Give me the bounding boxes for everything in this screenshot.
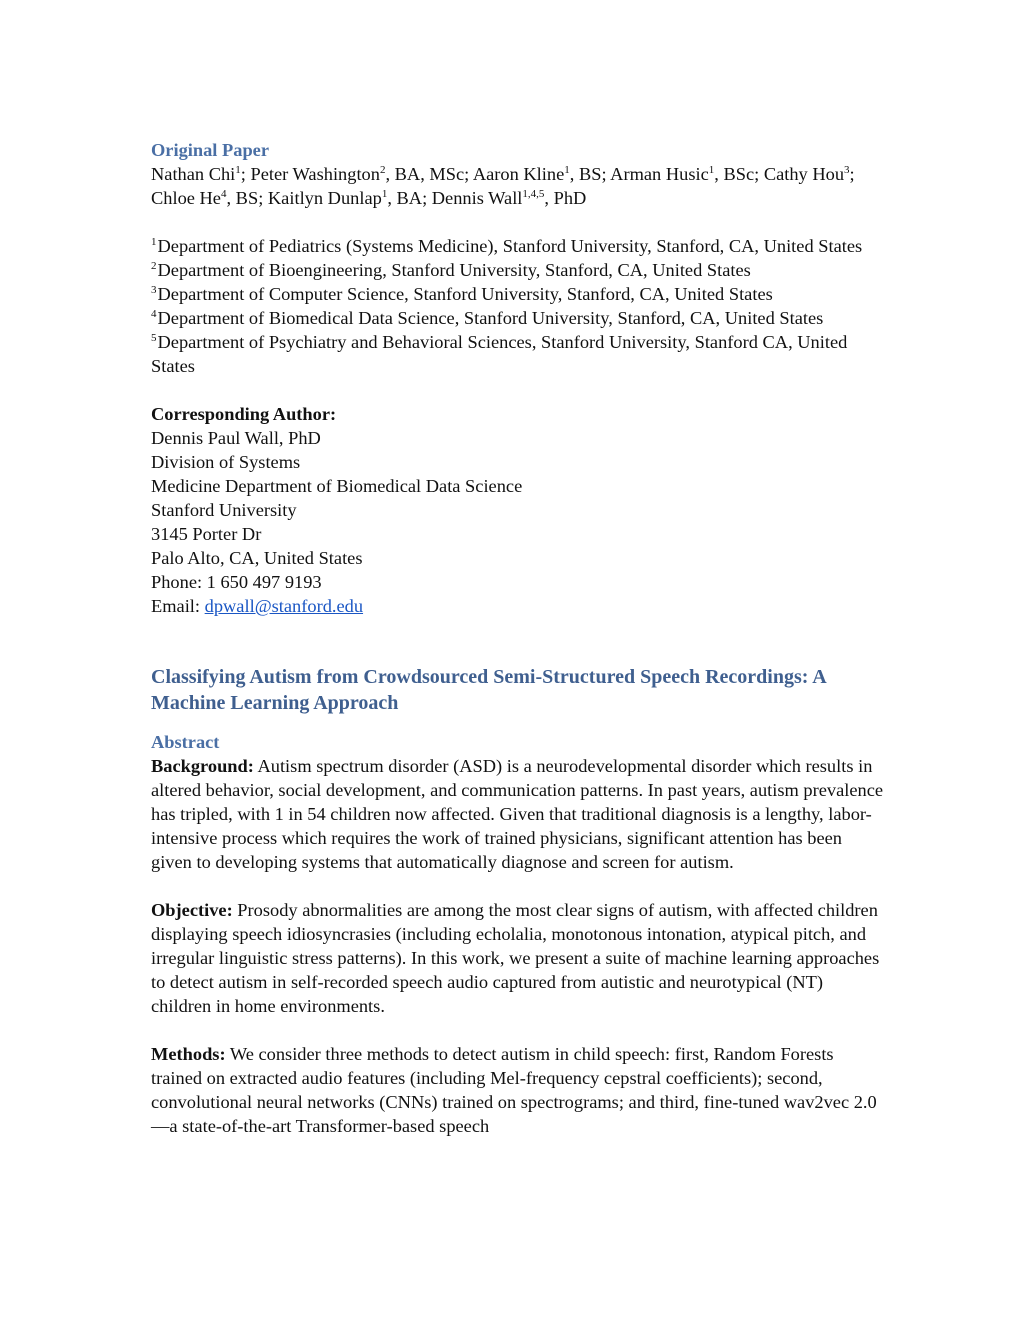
email-label: Email: [151,596,205,616]
author-degree: , BS [569,164,602,184]
abstract-section [151,1042,886,1138]
author-affiliation-number: 3 [844,163,850,176]
corresponding-line: Palo Alto, CA, United States [151,548,363,568]
abstract-section-text: Prosody abnormalities are among the most clear signs of autism, with affected children displaying speech idiosyncrasies (including echolalia, monotonous intonation, atypical pitch, and irregular linguistic stress patterns). In this work, we present a suite of machine learning approaches to detect autism in self-recorded speech audio captured from autistic and neurotypical (NT) children in home environments. [151,900,880,1016]
affiliation-text: Department of Psychiatry and Behavioral Sciences, Stanford University, Stanford CA, United States [151,332,848,376]
paper-title: Classifying Autism from Crowdsourced Semi-Structured Speech Recordings: A Machine Learning Approach [151,666,826,714]
abstract-section [151,898,886,1018]
author-degree: , PhD [544,188,587,208]
corresponding-line: Phone: 1 650 497 9193 [151,572,322,592]
author-name: Cathy Hou [763,164,845,184]
corresponding-line: 3145 Porter Dr [151,524,262,544]
article-type-label: Original Paper [151,140,269,160]
affiliation-text: Department of Computer Science, Stanford University, Stanford, CA, United States [157,284,773,304]
abstract-section [151,754,886,874]
affiliation-item [151,282,886,306]
affiliation-text: Department of Bioengineering, Stanford University, Stanford, CA, United States [157,260,751,280]
abstract-section-text: We consider three methods to detect autism in child speech: first, Random Forests trained on extracted audio features (including Mel-frequency cepstral coefficients); second, convolutional neural networks (CNNs) trained on spectrograms; and third, fine-tuned wav2vec 2.0—a state-of-the-art Transformer-based speech [151,1044,877,1136]
affiliation-number: 3 [151,283,157,296]
affiliation-number: 2 [151,259,157,272]
abstract-section-label: Objective: [151,900,233,920]
corresponding-author-heading: Corresponding Author: [151,404,337,424]
author-degree: , BSc [714,164,755,184]
affiliation-number: 1 [151,235,157,248]
author-affiliation-number: 1 [381,187,388,200]
author-affiliation-number: 1 [708,163,715,176]
paper-page [151,138,886,1138]
author-affiliation-number: 1 [235,163,241,176]
affiliations [151,234,886,378]
affiliation-number: 4 [151,307,157,320]
abstract-section-label: Background: [151,756,254,776]
corresponding-line: Dennis Paul Wall, PhD [151,428,321,448]
corresponding-line: Division of Systems [151,452,301,472]
abstract-section-label: Methods: [151,1044,226,1064]
affiliation-item [151,234,886,258]
author-name: Nathan Chi [151,164,236,184]
author-affiliation-number: 1 [564,163,570,176]
affiliation-item [151,330,886,378]
email-link[interactable]: dpwall@stanford.edu [204,596,364,616]
email-line [151,594,886,618]
abstract-section-text: Autism spectrum disorder (ASD) is a neurodevelopmental disorder which results in altered behavior, social development, and communication patterns. In past years, autism prevalence has tripled, with 1 in 54 children now affected. Given that traditional diagnosis is a lengthy, labor-intensive process which requires the work of trained physicians, significant attention has been given to developing systems that automatically diagnose and screen for autism. [151,756,884,872]
author-name: Aaron Kline [472,164,565,184]
corresponding-line: Medicine Department of Biomedical Data Science [151,476,523,496]
author-name: Dennis Wall [431,188,523,208]
affiliation-text: Department of Pediatrics (Systems Medicine), Stanford University, Stanford, CA, United States [157,236,863,256]
author-name: Arman Husic [610,164,709,184]
affiliation-item [151,258,886,282]
affiliation-text: Department of Biomedical Data Science, Stanford University, Stanford, CA, United States [157,308,824,328]
author-name: Kaitlyn Dunlap [267,188,382,208]
affiliation-item [151,306,886,330]
author-affiliation-number: 4 [220,187,227,200]
author-degree: , BS [226,188,259,208]
corresponding-author-block [151,426,886,594]
author-name: Peter Washington [250,164,380,184]
author-degree: , BA [387,188,423,208]
author-affiliation-number: 2 [379,163,386,176]
corresponding-line: Stanford University [151,500,297,520]
abstract-body [151,754,886,1138]
author-degree: , BA, MSc [385,164,465,184]
affiliation-number: 5 [151,331,157,344]
author-affiliation-number: 1,4,5 [522,187,545,200]
author-name: Chloe He [151,188,221,208]
abstract-heading: Abstract [151,732,220,752]
author-list: Nathan Chi$^1$; Peter Washington$^2$, BA, MSc; Aaron Kline$^1$, BS; Arman Husic$^1$, BSc; Cathy Hou$^3$; Chloe He$^4$, BS; Kaitlyn Dunlap$^1$, BA; Dennis Wall$^{1,4,5}$, PhD [151,163,855,208]
